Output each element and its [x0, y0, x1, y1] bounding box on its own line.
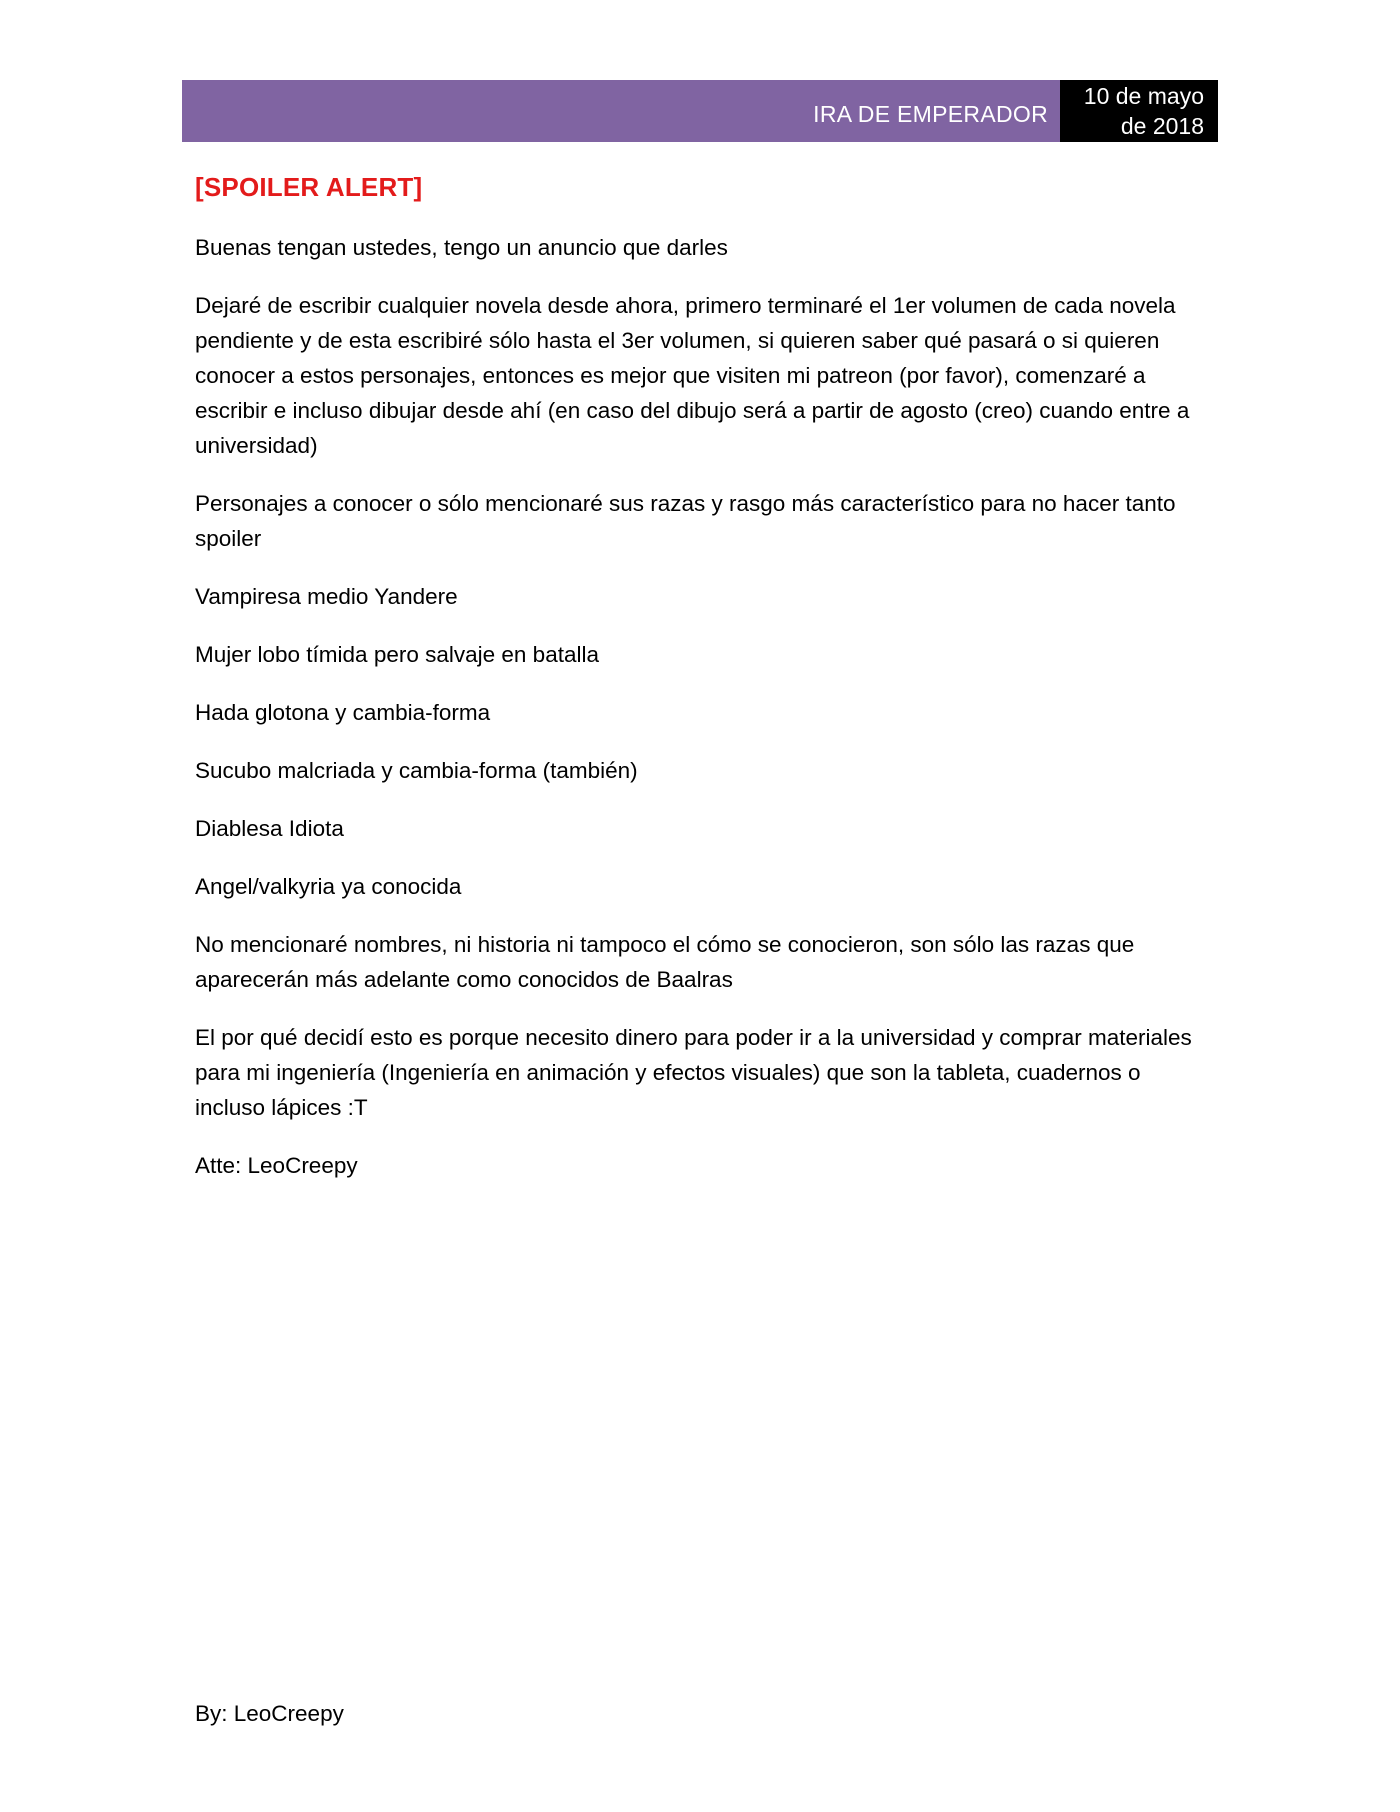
document-body	[195, 230, 1215, 1206]
paragraph-no-names: No mencionaré nombres, ni historia ni tampoco el cómo se conocieron, son sólo las razas que aparecerán más adelante como conocidos de Baalras	[195, 932, 1135, 992]
paragraph-greeting: Buenas tengan ustedes, tengo un anuncio que darles	[195, 235, 728, 260]
spoiler-alert-heading: [SPOILER ALERT]	[195, 172, 423, 202]
header-date-line1: 10 de mayo	[1083, 83, 1204, 109]
paragraph-announcement: Dejaré de escribir cualquier novela desde ahora, primero terminaré el 1er volumen de cada novela pendiente y de esta escribiré sólo hasta el 3er volumen, si quieren saber qué pasará o si quieren conocer a estos personajes, entonces es mejor que visiten mi patreon (por favor), comenzaré a escribir e incluso dibujar desde ahí (en caso del dibujo será a partir de agosto (creo) cuando entre a universidad)	[195, 293, 1190, 458]
character-item: Diablesa Idiota	[195, 816, 344, 841]
character-item: Mujer lobo tímida pero salvaje en batalla	[195, 642, 599, 667]
paragraph-reason: El por qué decidí esto es porque necesito dinero para poder ir a la universidad y comprar materiales para mi ingeniería (Ingeniería en animación y efectos visuales) que son la tableta, cuadernos o incluso lápices :T	[195, 1025, 1192, 1120]
header-date	[1060, 80, 1218, 142]
page-header	[182, 80, 1218, 142]
paragraph-characters-intro: Personajes a conocer o sólo mencionaré sus razas y rasgo más característico para no hacer tanto spoiler	[195, 491, 1176, 551]
character-item: Sucubo malcriada y cambia-forma (también)	[195, 758, 638, 783]
paragraph-signature: Atte: LeoCreepy	[195, 1153, 358, 1178]
header-title-bar	[182, 80, 1060, 142]
page-footer-byline: By: LeoCreepy	[195, 1701, 344, 1726]
header-title: IRA DE EMPERADOR	[813, 100, 1048, 127]
header-date-line2: de 2018	[1120, 113, 1204, 139]
character-item: Hada glotona y cambia-forma	[195, 700, 491, 725]
character-item: Angel/valkyria ya conocida	[195, 874, 462, 899]
character-item: Vampiresa medio Yandere	[195, 584, 458, 609]
